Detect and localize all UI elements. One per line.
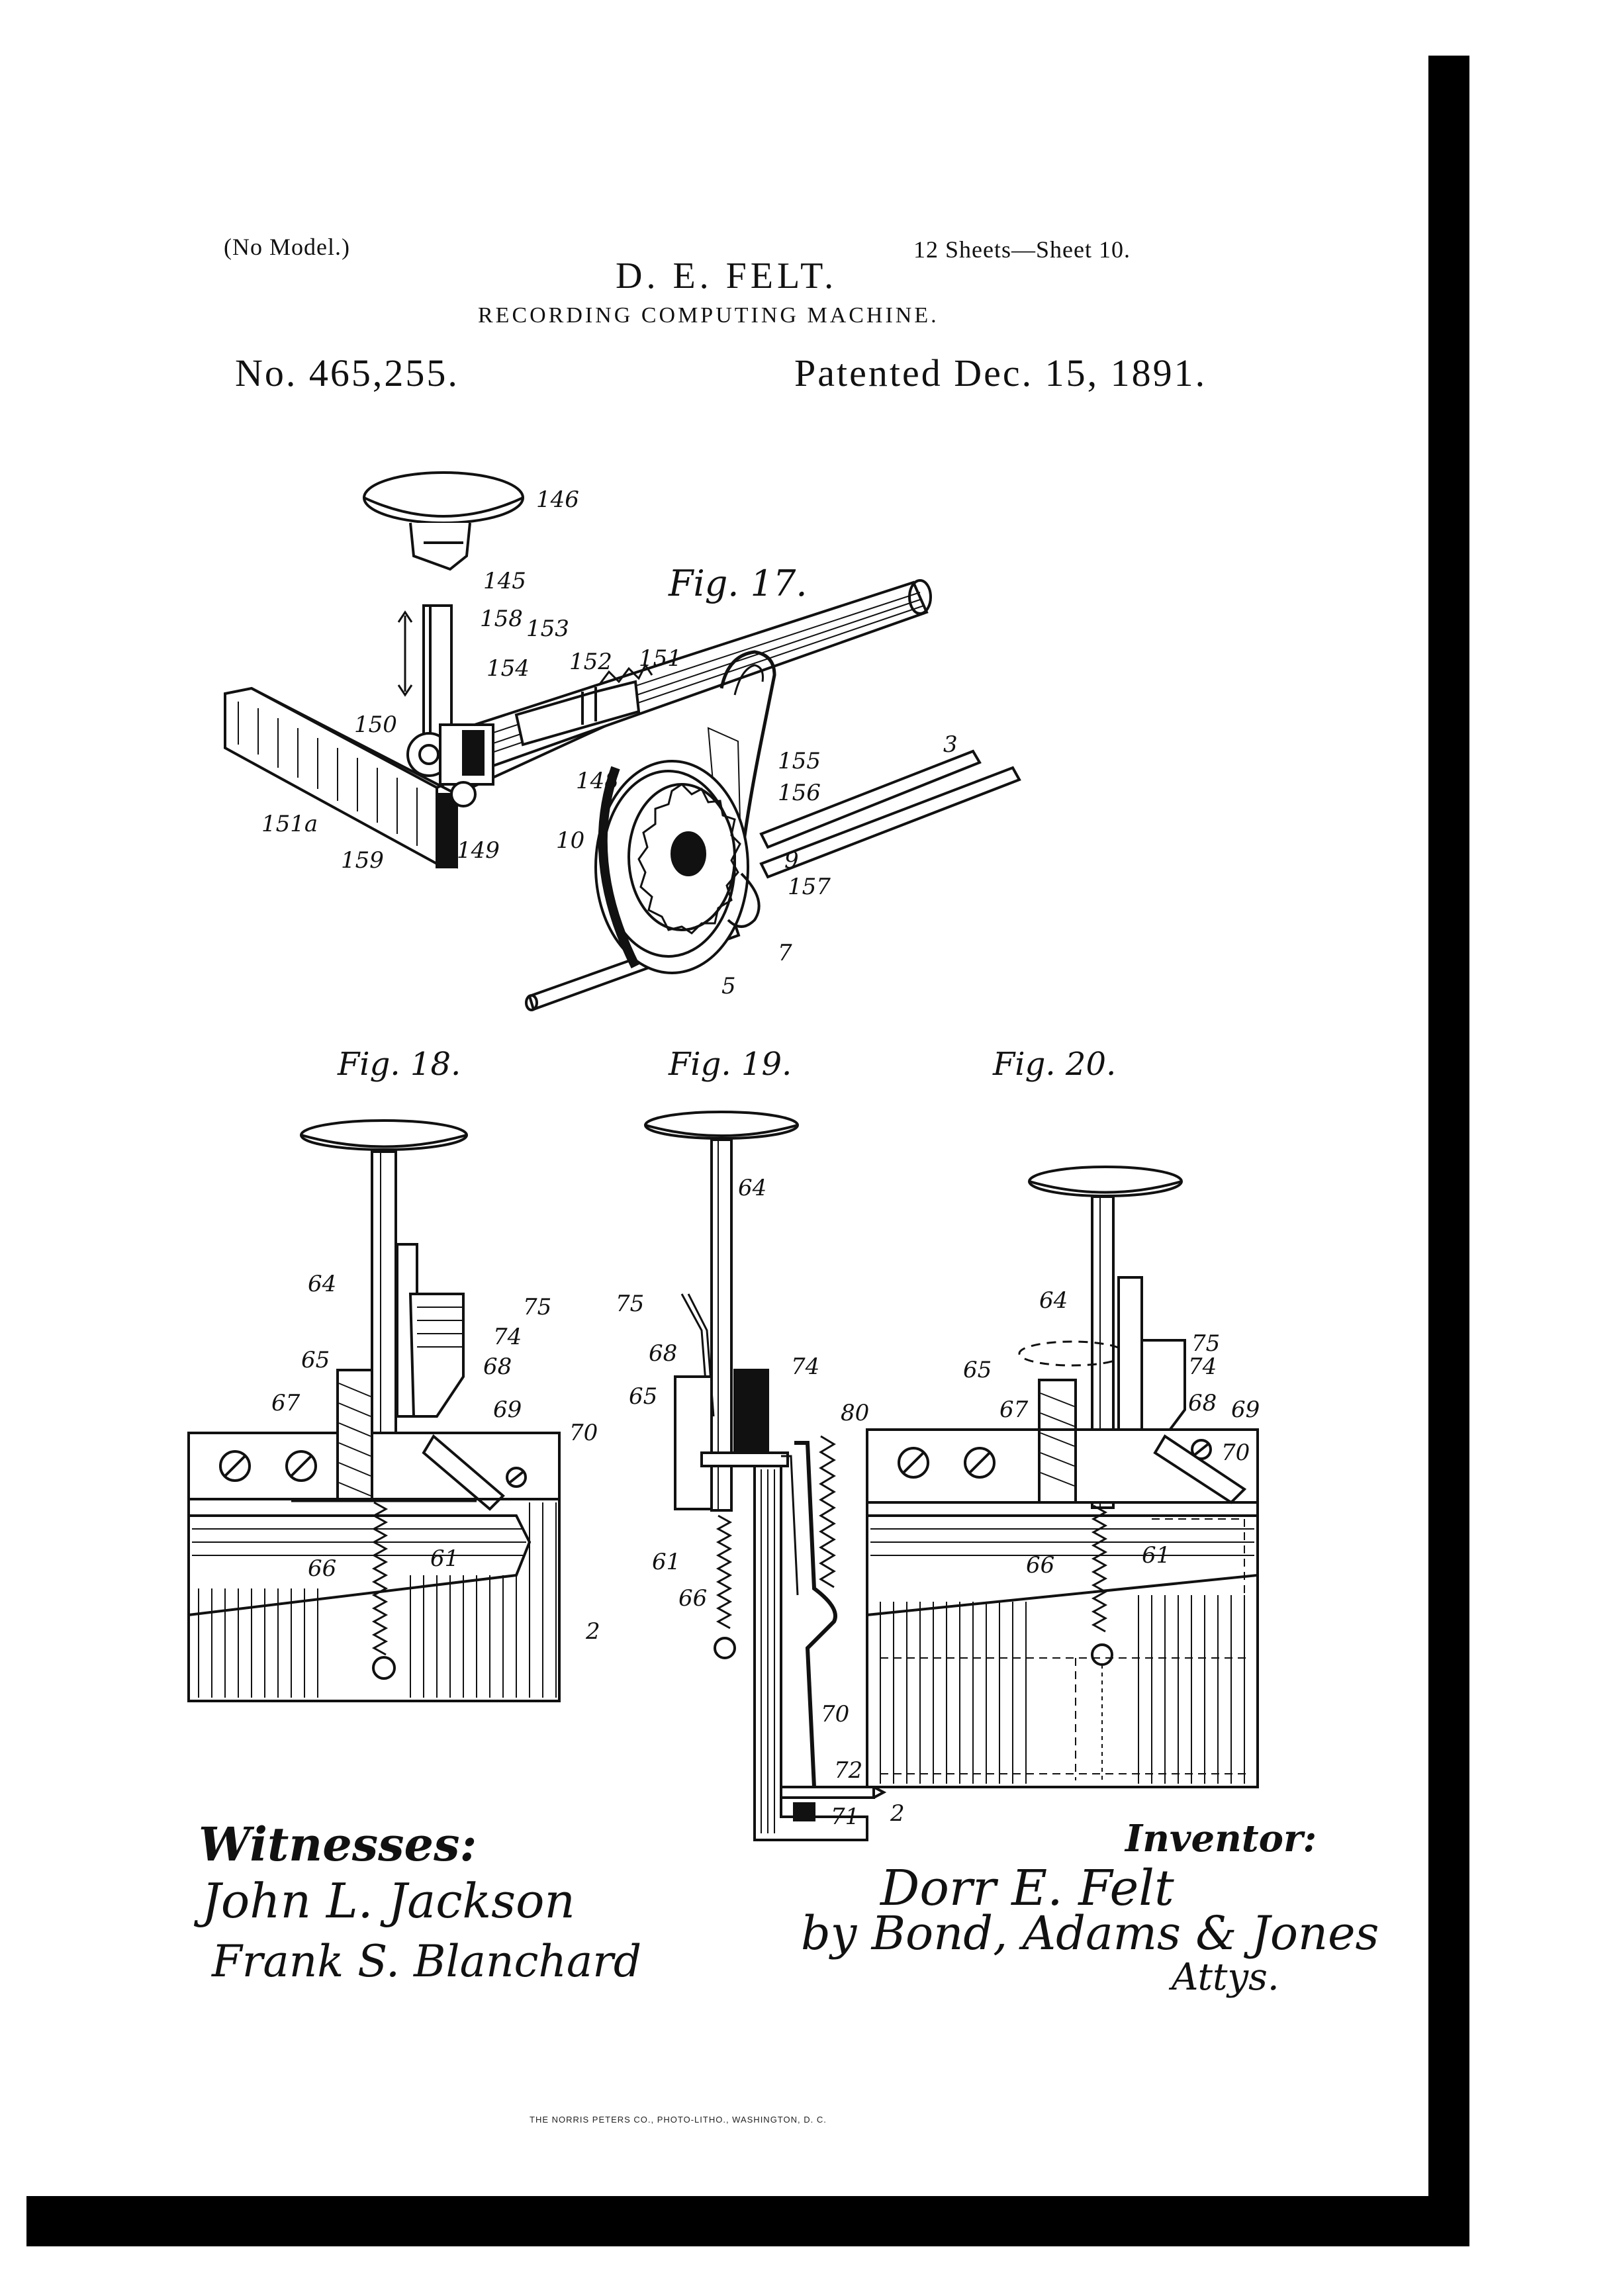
fig19-ref-64: 64	[738, 1175, 767, 1201]
fig19-ref-70: 70	[821, 1701, 850, 1727]
fig17-ref-158: 158	[480, 606, 523, 632]
fig18-ref-2: 2	[586, 1618, 600, 1645]
patent-date: Patented Dec. 15, 1891.	[794, 351, 1207, 394]
printer-imprint: THE NORRIS PETERS CO., PHOTO-LITHO., WASHINGTON, D. C.	[530, 2115, 827, 2125]
fig18-ref-61: 61	[430, 1545, 459, 1572]
fig18-ref-75: 75	[523, 1294, 552, 1320]
inventor-name: D. E. FELT.	[616, 255, 838, 297]
fig17-label: Fig. 17.	[669, 563, 808, 604]
fig17-ref-3: 3	[943, 731, 958, 758]
fig19-ref-80: 80	[841, 1400, 870, 1426]
fig17-ref-154: 154	[487, 655, 530, 682]
fig20-ref-64: 64	[1039, 1287, 1068, 1314]
fig17-ref-145: 145	[483, 568, 526, 594]
fig17-ref-148: 148	[576, 768, 619, 794]
fig17-ref-157: 157	[788, 874, 831, 900]
fig20-ref-74: 74	[1188, 1354, 1217, 1380]
fig17-ref-150: 150	[354, 712, 397, 738]
fig18-ref-74: 74	[493, 1324, 522, 1350]
fig17-ref-152: 152	[569, 649, 612, 675]
fig18-ref-67: 67	[271, 1390, 301, 1416]
fig20-ref-2: 2	[890, 1800, 905, 1827]
attorneys-signature: by Bond, Adams & Jones	[801, 1906, 1379, 1960]
fig19-ref-71: 71	[831, 1804, 860, 1830]
fig19-ref-72: 72	[834, 1757, 863, 1784]
fig17-ref-5: 5	[721, 973, 736, 999]
fig17-ref-155: 155	[778, 748, 821, 774]
fig17-ref-151a: 151a	[261, 811, 318, 837]
fig18-ref-66: 66	[308, 1555, 337, 1582]
fig18-ref-64: 64	[308, 1271, 337, 1297]
fig19-ref-74: 74	[791, 1354, 820, 1380]
fig17-ref-159: 159	[341, 847, 384, 874]
fig17-ref-156: 156	[778, 780, 821, 806]
witness-2-signature: Frank S. Blanchard	[212, 1936, 642, 1987]
fig17-ref-149: 149	[457, 837, 500, 864]
fig20-ref-68: 68	[1188, 1390, 1217, 1416]
fig19-ref-65: 65	[629, 1383, 658, 1410]
fig20-ref-61: 61	[1142, 1542, 1171, 1569]
fig17-ref-9: 9	[784, 847, 799, 874]
inventor-signature: Dorr E. Felt	[880, 1860, 1174, 1917]
sheet-count: 12 Sheets—Sheet 10.	[913, 236, 1131, 263]
witnesses-label: Witnesses:	[199, 1817, 477, 1872]
inventor-label: Inventor:	[1125, 1817, 1317, 1860]
fig20-ref-75: 75	[1191, 1330, 1221, 1357]
fig19-ref-61: 61	[652, 1549, 681, 1575]
fig17-ref-153: 153	[526, 616, 569, 642]
witness-1-signature: John L. Jackson	[202, 1873, 575, 1929]
fig20-ref-65: 65	[963, 1357, 992, 1383]
fig18-label: Fig. 18.	[338, 1046, 461, 1083]
fig20-ref-69: 69	[1231, 1397, 1260, 1423]
fig17-ref-151: 151	[639, 645, 682, 672]
fig20-ref-66: 66	[1026, 1552, 1055, 1579]
fig17-ref-7: 7	[778, 940, 792, 966]
fig19-ref-68: 68	[649, 1340, 678, 1367]
attys-label: Attys.	[1172, 1956, 1279, 1999]
fig18-ref-70: 70	[569, 1420, 598, 1446]
invention-title: RECORDING COMPUTING MACHINE.	[478, 303, 939, 328]
fig20-label: Fig. 20.	[993, 1046, 1117, 1083]
fig17-ref-146: 146	[536, 486, 579, 513]
fig17-ref-10: 10	[556, 827, 585, 854]
fig20-ref-70: 70	[1221, 1440, 1250, 1466]
fig19-ref-66: 66	[678, 1585, 708, 1612]
fig20-ref-67: 67	[999, 1397, 1029, 1423]
no-model-label: (No Model.)	[224, 234, 350, 260]
fig18-ref-65: 65	[301, 1347, 330, 1373]
fig19-ref-75: 75	[616, 1291, 645, 1317]
patent-number: No. 465,255.	[235, 351, 459, 394]
fig19-label: Fig. 19.	[669, 1046, 792, 1083]
fig18-ref-69: 69	[493, 1397, 522, 1423]
fig18-ref-68: 68	[483, 1354, 512, 1380]
